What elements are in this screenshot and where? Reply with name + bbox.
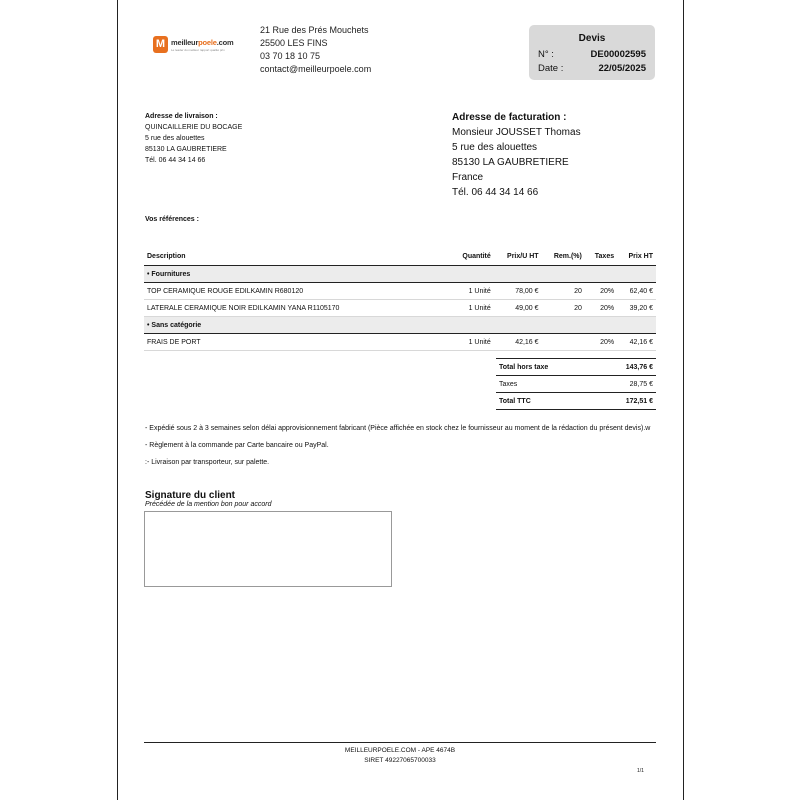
- billing-title: Adresse de facturation :: [452, 112, 567, 123]
- header-quantity: Quantité: [450, 248, 494, 266]
- header-description: Description: [144, 248, 450, 266]
- cell-discount: [542, 334, 585, 351]
- cell-price-ht: 62,40 €: [617, 283, 656, 300]
- notes-section: [145, 423, 655, 474]
- company-street: 21 Rue des Prés Mouchets: [260, 25, 369, 35]
- items-table: [144, 248, 656, 351]
- tax-value: 28,75 €: [596, 376, 656, 393]
- devis-date: 22/05/2025: [598, 63, 646, 74]
- company-city: 25500 LES FINS: [260, 38, 328, 48]
- billing-street: 5 rue des alouettes: [452, 142, 538, 153]
- billing-address: [452, 110, 581, 200]
- logo-tagline: Le leader du meilleur rapport qualité prix: [171, 48, 225, 52]
- cell-taxes: 20%: [585, 283, 617, 300]
- billing-name: Monsieur JOUSSET Thomas: [452, 127, 581, 138]
- table-row: [144, 300, 656, 317]
- signature-title: Signature du client: [145, 490, 236, 501]
- note-shipping: :- Livraison par transporteur, sur palette.: [145, 459, 270, 466]
- company-address: [260, 24, 371, 76]
- cell-unit-price: 78,00 €: [494, 283, 542, 300]
- total-ht-row: [496, 359, 656, 376]
- shipping-street: 5 rue des alouettes: [145, 135, 205, 142]
- shipping-phone: Tél. 06 44 34 14 66: [145, 157, 206, 164]
- cell-description: TOP CERAMIQUE ROUGE EDILKAMIN R680120: [144, 283, 450, 300]
- table-header-row: [144, 248, 656, 266]
- document-page: [117, 0, 684, 800]
- cell-description: FRAIS DE PORT: [144, 334, 450, 351]
- category-row: [144, 317, 656, 334]
- logo-mark-icon: M: [153, 36, 168, 53]
- tax-row: [496, 376, 656, 393]
- billing-city: 85130 LA GAUBRETIERE: [452, 157, 569, 168]
- cell-price-ht: 39,20 €: [617, 300, 656, 317]
- total-ht-value: 143,76 €: [596, 359, 656, 376]
- header-price-ht: Prix HT: [617, 248, 656, 266]
- cell-discount: 20: [542, 283, 585, 300]
- table-row: [144, 283, 656, 300]
- company-phone: 03 70 18 10 75: [260, 51, 321, 61]
- devis-info-box: [529, 25, 655, 80]
- billing-phone: Tél. 06 44 34 14 66: [452, 187, 539, 198]
- logo-wordmark: meilleurpoele.com: [171, 38, 234, 47]
- tax-label: Taxes: [496, 376, 596, 393]
- shipping-title: Adresse de livraison :: [145, 113, 218, 120]
- cell-quantity: 1 Unité: [450, 283, 494, 300]
- devis-number: DE00002595: [590, 49, 646, 60]
- cell-description: LATERALE CERAMIQUE NOIR EDILKAMIN YANA R1105170: [144, 300, 450, 317]
- category-label: • Fournitures: [144, 266, 656, 283]
- cell-taxes: 20%: [585, 334, 617, 351]
- total-ht-label: Total hors taxe: [496, 359, 596, 376]
- footer-company: MEILLEURPOELE.COM - APE 4674B: [344, 747, 456, 754]
- cell-taxes: 20%: [585, 300, 617, 317]
- devis-title: Devis: [578, 33, 606, 44]
- total-ttc-row: [496, 393, 656, 410]
- cell-price-ht: 42,16 €: [617, 334, 656, 351]
- devis-number-label: N° :: [538, 49, 554, 60]
- header-unit-price: Prix/U HT: [494, 248, 542, 266]
- references-label: Vos références :: [145, 216, 199, 223]
- total-ttc-label: Total TTC: [496, 393, 596, 410]
- footer: [144, 746, 656, 766]
- shipping-city: 85130 LA GAUBRETIERE: [145, 146, 227, 153]
- cell-quantity: 1 Unité: [450, 334, 494, 351]
- header-taxes: Taxes: [585, 248, 617, 266]
- footer-divider: [144, 742, 656, 743]
- shipping-name: QUINCAILLERIE DU BOCAGE: [145, 124, 243, 131]
- cell-unit-price: 42,16 €: [494, 334, 542, 351]
- cell-unit-price: 49,00 €: [494, 300, 542, 317]
- company-email: contact@meilleurpoele.com: [260, 64, 372, 74]
- total-ttc-value: 172,51 €: [596, 393, 656, 410]
- category-label: • Sans catégorie: [144, 317, 656, 334]
- header-discount: Rem.(%): [542, 248, 585, 266]
- cell-quantity: 1 Unité: [450, 300, 494, 317]
- shipping-address: [145, 111, 242, 166]
- signature-box[interactable]: [144, 511, 392, 587]
- devis-date-label: Date :: [538, 63, 564, 74]
- company-logo: [153, 35, 243, 57]
- totals-table: [496, 358, 656, 410]
- footer-siret: SIRET 49227065700033: [364, 757, 436, 764]
- billing-country: France: [452, 172, 484, 183]
- page-number: 1/1: [637, 768, 644, 774]
- signature-subtitle: Précédée de la mention bon pour accord: [145, 501, 272, 508]
- table-row: [144, 334, 656, 351]
- note-delivery-delay: - Expédié sous 2 à 3 semaines selon délai approvisionnement fabricant (Pièce affichée en stock chez le fournisseur au moment de la rédaction du présent devis).w: [145, 425, 651, 432]
- note-payment: - Règlement à la commande par Carte bancaire ou PayPal.: [145, 442, 329, 449]
- cell-discount: 20: [542, 300, 585, 317]
- category-row: [144, 266, 656, 283]
